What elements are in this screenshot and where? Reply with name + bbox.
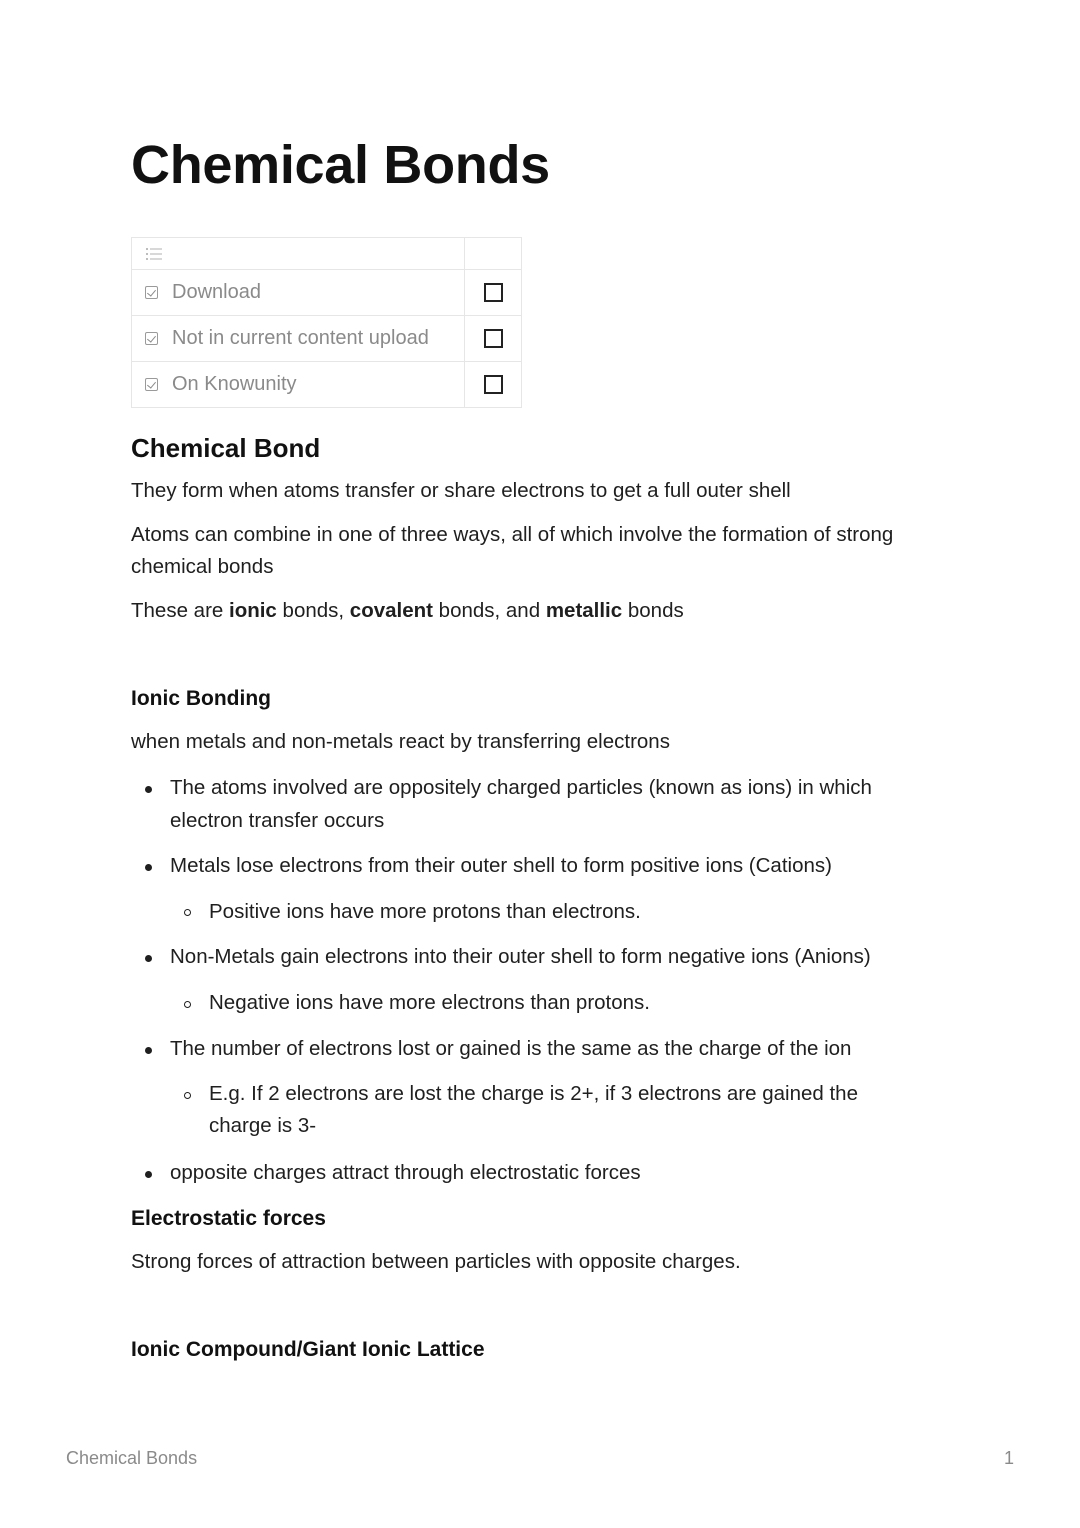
properties-header-value-cell: [465, 238, 521, 269]
bullet-dot: [145, 1047, 152, 1054]
property-label: Download: [172, 281, 261, 303]
paragraph-ionic-intro: when metals and non-metals react by transferring electrons: [131, 730, 670, 753]
property-name-cell: [132, 316, 465, 361]
bold-ionic: ionic: [229, 599, 277, 622]
footer-document-title: Chemical Bonds: [66, 1448, 198, 1468]
text-run: These are: [131, 599, 229, 622]
paragraph-electrostatic-definition: Strong forces of attraction between particles with opposite charges.: [131, 1250, 741, 1273]
sub-bullet-ring: [184, 1092, 191, 1099]
section-heading-ionic-lattice: Ionic Compound/Giant Ionic Lattice: [131, 1338, 485, 1361]
property-row-download: [132, 269, 521, 315]
properties-table: [131, 237, 522, 408]
property-value-cell: [465, 270, 521, 315]
bullet-metals-lose: Metals lose electrons from their outer shell to form positive ions (Cations): [170, 854, 832, 877]
sub-bullet-negative-ions: Negative ions have more electrons than protons.: [209, 991, 651, 1014]
on-knowunity-checkbox[interactable]: [484, 375, 503, 394]
property-label: Not in current content upload: [172, 327, 429, 349]
property-row-not-in-current-content-upload: [132, 315, 521, 361]
bullet-atoms-involved-line1: The atoms involved are oppositely charged particles (known as ions) in which: [170, 776, 872, 799]
property-name-cell: [132, 270, 465, 315]
paragraph-bond-types: [131, 595, 684, 627]
property-name-cell: [132, 362, 465, 407]
bullet-dot: [145, 1171, 152, 1178]
section-heading-chemical-bond: Chemical Bond: [131, 433, 321, 463]
sub-bullet-ring: [184, 909, 191, 916]
property-label: On Knowunity: [172, 373, 297, 395]
bullet-opposite-charges: opposite charges attract through electrostatic forces: [170, 1161, 641, 1184]
sub-bullet-example-line2: charge is 3-: [209, 1114, 317, 1137]
section-heading-ionic-bonding: Ionic Bonding: [131, 687, 271, 710]
property-value-cell: [465, 316, 521, 361]
text-run: bonds: [622, 599, 684, 622]
list-icon: [145, 246, 163, 262]
bullet-dot: [145, 786, 152, 793]
sub-bullet-positive-ions: Positive ions have more protons than electrons.: [209, 900, 641, 923]
page-title: Chemical Bonds: [131, 135, 550, 195]
paragraph-bond-definition: They form when atoms transfer or share electrons to get a full outer shell: [131, 479, 791, 502]
section-heading-electrostatic-forces: Electrostatic forces: [131, 1207, 326, 1230]
checkbox-property-icon: [145, 286, 158, 299]
not-in-current-content-upload-checkbox[interactable]: [484, 329, 503, 348]
checkbox-property-icon: [145, 332, 158, 345]
property-value-cell: [465, 362, 521, 407]
download-checkbox[interactable]: [484, 283, 503, 302]
text-run: bonds, and: [432, 599, 546, 622]
property-row-on-knowunity: [132, 361, 521, 407]
paragraph-three-ways-line2: chemical bonds: [131, 555, 274, 578]
bullet-atoms-involved-line2: electron transfer occurs: [170, 809, 385, 832]
text-run: bonds,: [276, 599, 350, 622]
checkbox-property-icon: [145, 378, 158, 391]
paragraph-three-ways-line1: Atoms can combine in one of three ways, all of which involve the formation of strong: [131, 523, 894, 546]
properties-header-cell: [132, 238, 465, 269]
properties-header-row: [132, 238, 521, 269]
bold-covalent: covalent: [349, 599, 433, 622]
bullet-number-of-electrons: The number of electrons lost or gained is the same as the charge of the ion: [170, 1037, 852, 1060]
bold-metallic: metallic: [545, 599, 623, 622]
sub-bullet-example-line1: E.g. If 2 electrons are lost the charge is 2+, if 3 electrons are gained the: [209, 1082, 858, 1105]
bullet-non-metals-gain: Non-Metals gain electrons into their outer shell to form negative ions (Anions): [170, 945, 871, 968]
sub-bullet-ring: [184, 1001, 191, 1008]
bullet-dot: [145, 955, 152, 962]
bullet-dot: [145, 864, 152, 871]
footer-page-number: 1: [1004, 1448, 1015, 1468]
